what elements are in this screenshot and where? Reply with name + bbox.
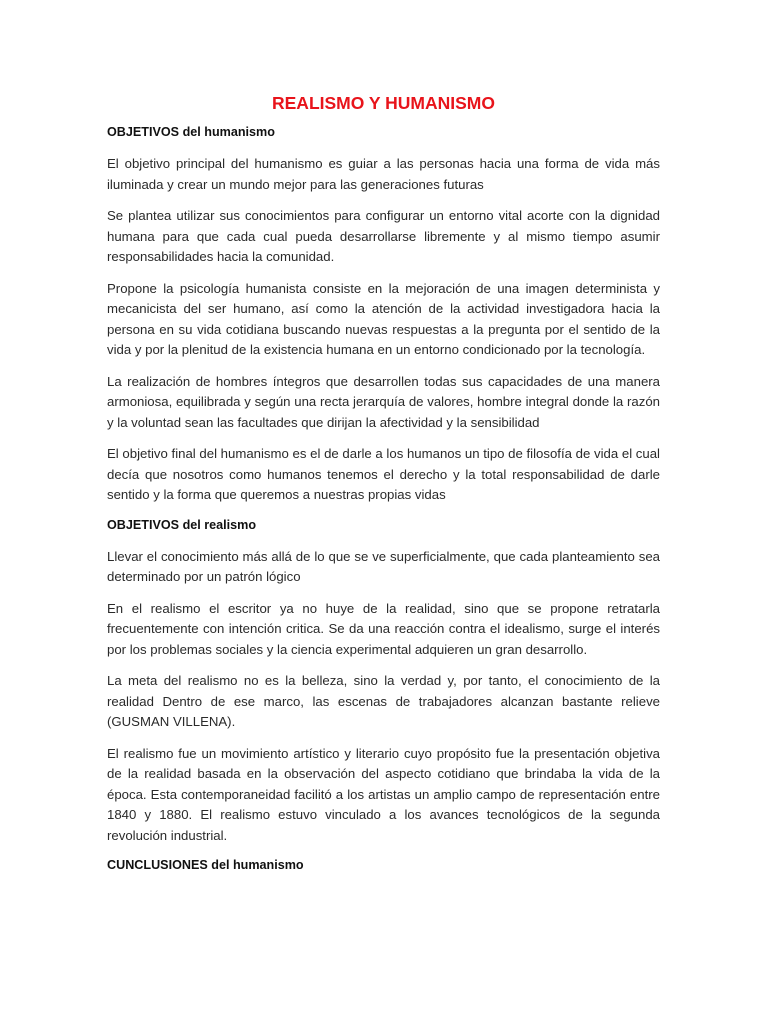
paragraph: Llevar el conocimiento más allá de lo que se ve superficialmente, que cada planteamiento sea determinado por un patrón lógico [107, 548, 660, 584]
section-heading: OBJETIVOS del realismo [107, 517, 257, 532]
paragraph: La meta del realismo no es la belleza, sino la verdad y, por tanto, el conocimiento de la realidad Dentro de ese marco, las escenas de trabajadores alcanzan bastante relieve (GUSMAN VILLENA). [107, 673, 660, 729]
document-title: REALISMO Y HUMANISMO [272, 93, 495, 113]
section-humanism-conclusions [107, 857, 660, 873]
paragraph: El objetivo final del humanismo es el de darle a los humanos un tipo de filosofía de vida el cual decía que nosotros como humanos tenemos el derecho y la total responsabilidad de darle sentido y la forma que queremos a nuestras propias vidas [107, 446, 660, 502]
paragraph: Se plantea utilizar sus conocimientos para configurar un entorno vital acorte con la dignidad humana para que cada cual pueda desarrollarse libremente y al mismo tiempo asumir responsabilidades hacia la comunidad. [107, 208, 660, 264]
section-humanism-objectives [107, 124, 660, 506]
paragraph: La realización de hombres íntegros que desarrollen todas sus capacidades de una manera armoniosa, equilibrada y según una recta jerarquía de valores, hombre integral donde la razón y la voluntad sean las facultades que dirijan la afectividad y la sensibilidad [107, 373, 660, 430]
paragraph: Propone la psicología humanista consiste en la mejoración de una imagen determinista y mecanicista del ser humano, así como la atención de la actividad investigadora hacia la persona en su vida cotidiana buscando nuevas respuestas a la pregunta por el sentido de la vida y por la plenitud de la existencia humana en un entorno condicionado por la tecnología. [107, 280, 660, 357]
section-heading: CUNCLUSIONES del humanismo [107, 858, 304, 872]
paragraph: En el realismo el escritor ya no huye de la realidad, sino que se propone retratarla frecuentemente con intención critica. Se da una reacción contra el idealismo, surge el interés por los problemas sociales y la ciencia experimental adquieren un gran desarrollo. [107, 600, 660, 657]
section-realism-objectives [107, 517, 660, 847]
paragraph: El realismo fue un movimiento artístico y literario cuyo propósito fue la presentación objetiva de la realidad basada en la observación del aspecto cotidiano que brindaba la vida de la época. Esta contemporaneidad facilitó a los artistas un amplio campo de representación entre 1840 y 1880. El realismo estuvo vinculado a los avances tecnológicos de la segunda revolución industrial. [107, 745, 660, 843]
section-heading: OBJETIVOS del humanismo [107, 125, 275, 139]
paragraph: El objetivo principal del humanismo es guiar a las personas hacia una forma de vida más iluminada y crear un mundo mejor para las generaciones futuras [107, 156, 660, 192]
